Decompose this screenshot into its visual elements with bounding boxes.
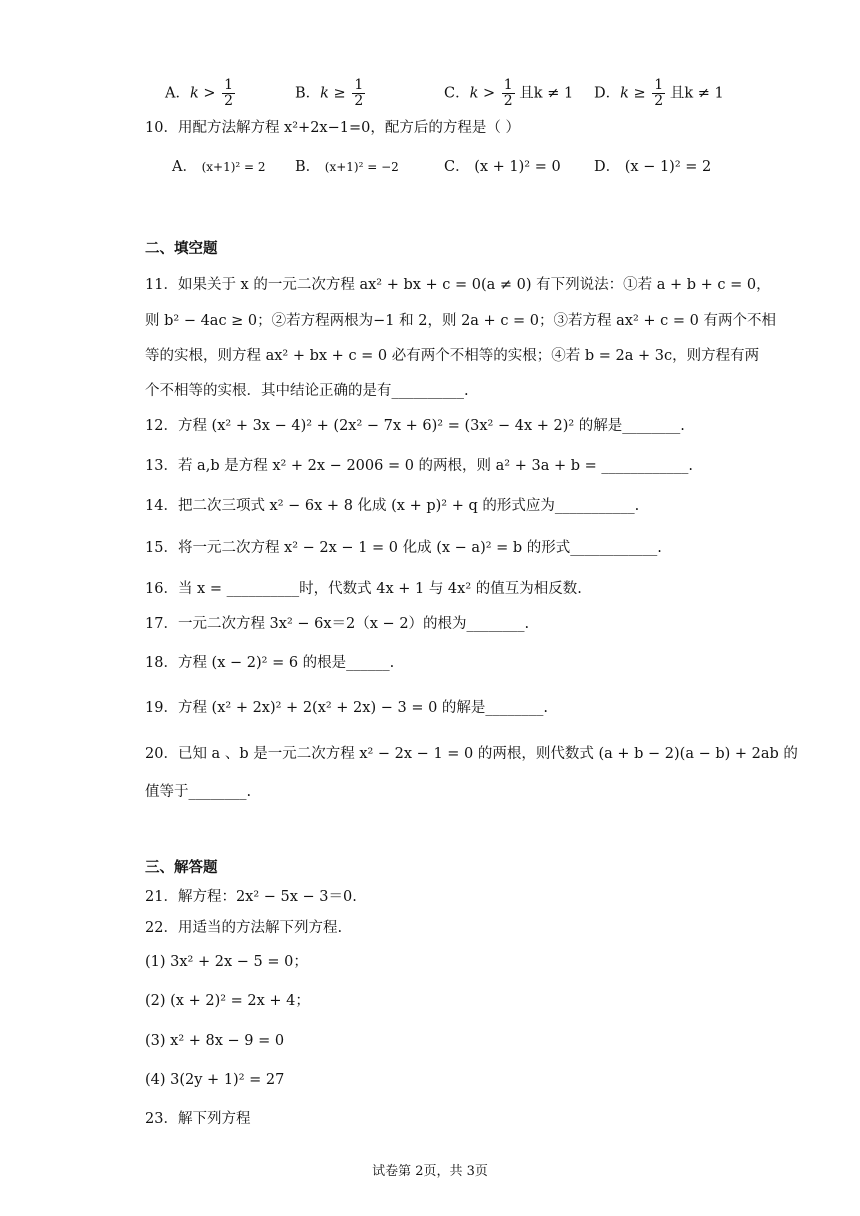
q19: 19．方程 (x² + 2x)² + 2(x² + 2x) − 3 = 0 的解是________. [145, 700, 549, 716]
q11-line-2: 则 b² − 4ac ≥ 0；②若方程两根为−1 和 2，则 2a + c = 0；③若方程 ax² + c = 0 有两个不相 [145, 313, 776, 329]
section-title-fill-in: 二、填空题 [145, 240, 218, 257]
q22-item-2: (2) (x + 2)² = 2x + 4； [145, 993, 310, 1009]
q10-stem: 10．用配方法解方程 x²+2x−1=0，配方后的方程是（ ） [145, 120, 520, 136]
fraction: $\frac{1}{2}$ [354, 77, 364, 109]
q13: 13．若 a,b 是方程 x² + 2x − 2006 = 0 的两根，则 a² + 3a + b = ____________. [145, 458, 693, 474]
fraction: $\frac{1}{2}$ [224, 77, 234, 109]
q9-option-c: C．k > $\frac{1}{2}$ 且k ≠ 1 [444, 77, 574, 109]
q22-item-1: (1) 3x² + 2x − 5 = 0； [145, 954, 308, 970]
q22: 22．用适当的方法解下列方程. [145, 920, 343, 936]
q12: 12．方程 (x² + 3x − 4)² + (2x² − 7x + 6)² = (3x² − 4x + 2)² 的解是________. [145, 418, 685, 434]
q14: 14．把二次三项式 x² − 6x + 8 化成 (x + p)² + q 的形式应为___________. [145, 498, 640, 514]
fraction: $\frac{1}{2}$ [654, 77, 664, 109]
q16: 16．当 x = __________时，代数式 4x + 1 与 4x² 的值互为相反数. [145, 581, 582, 597]
q22-item-4: (4) 3(2y + 1)² = 27 [145, 1072, 285, 1088]
q9-option-a: A．k > $\frac{1}{2}$ [165, 77, 234, 109]
q9-option-b: B．k ≥ $\frac{1}{2}$ [295, 77, 364, 109]
q10-option-d: D． (x − 1)² = 2 [594, 159, 712, 175]
q11-line-4: 个不相等的实根．其中结论正确的是有__________. [145, 383, 469, 399]
q10-option-b: B． (x+1)² = −2 [295, 159, 399, 175]
section-title-solve: 三、解答题 [145, 859, 218, 876]
q17: 17．一元二次方程 3x² − 6x＝2（x − 2）的根为________. [145, 616, 530, 632]
q20-line-1: 20．已知 a 、b 是一元二次方程 x² − 2x − 1 = 0 的两根，则代数式 (a + b − 2)(a − b) + 2ab 的 [145, 746, 798, 762]
q18: 18．方程 (x − 2)² = 6 的根是______. [145, 655, 395, 671]
q21: 21．解方程：2x² − 5x − 3＝0. [145, 889, 357, 905]
q22-item-3: (3) x² + 8x − 9 = 0 [145, 1033, 285, 1049]
q11-line-1: 11．如果关于 x 的一元二次方程 ax² + bx + c = 0(a ≠ 0) 有下列说法：①若 a + b + c = 0， [145, 277, 771, 293]
page-footer: 试卷第 2页，共 3页 [372, 1164, 488, 1179]
q9-option-d: D．k ≥ $\frac{1}{2}$ 且k ≠ 1 [594, 77, 724, 109]
fraction: $\frac{1}{2}$ [503, 77, 513, 109]
q11-line-3: 等的实根，则方程 ax² + bx + c = 0 必有两个不相等的实根；④若 b = 2a + 3c，则方程有两 [145, 348, 760, 364]
q15: 15．将一元二次方程 x² − 2x − 1 = 0 化成 (x − a)² = b 的形式____________. [145, 540, 662, 556]
q10-option-c: C． (x + 1)² = 0 [444, 159, 561, 175]
q23: 23．解下列方程 [145, 1111, 251, 1127]
q20-line-2: 值等于________. [145, 784, 252, 800]
q10-option-a: A． (x+1)² = 2 [172, 159, 266, 175]
